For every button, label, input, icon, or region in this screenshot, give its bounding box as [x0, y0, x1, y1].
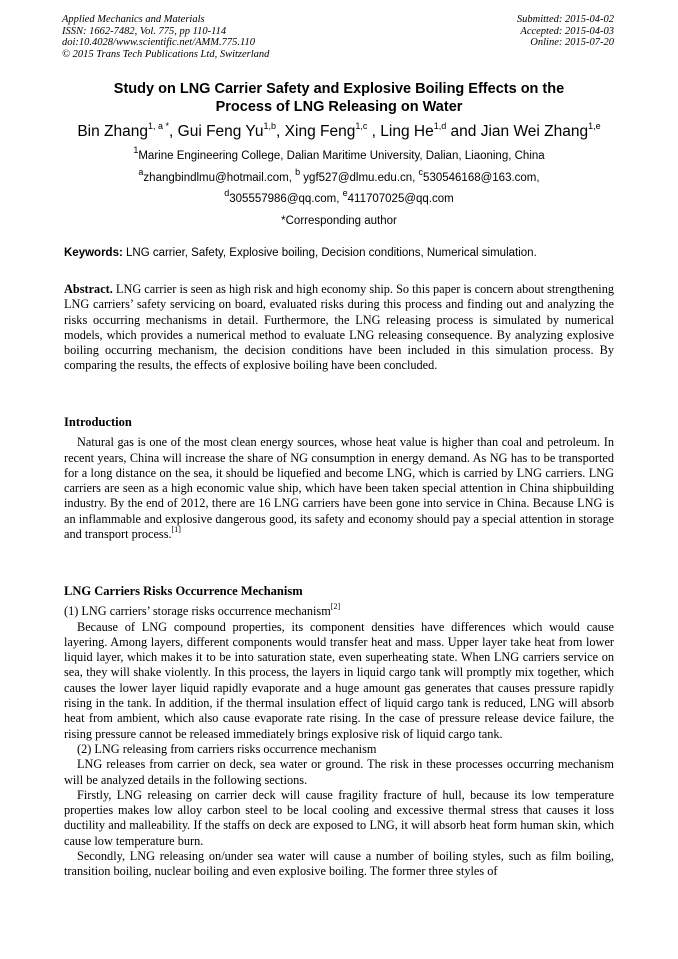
submitted-date: Submitted: 2015-04-02 — [516, 14, 614, 25]
title-line-2: Process of LNG Releasing on Water — [215, 99, 463, 115]
abstract — [64, 282, 614, 374]
copyright-line: © 2015 Trans Tech Publications Ltd, Switzerland — [62, 48, 270, 60]
journal-info — [62, 14, 269, 60]
paper-title — [60, 80, 618, 116]
author-name: Bin Zhang — [77, 123, 148, 140]
email-address[interactable]: 411707025@qq.com — [347, 193, 454, 205]
author-affiliation-mark: 1,e — [588, 120, 601, 131]
author-separator: , — [169, 123, 178, 140]
email-line-1 — [40, 167, 638, 185]
paragraph: Secondly, LNG releasing on/under sea water will cause a number of boiling styles, such as film boiling, transition boiling, nuclear boiling and even explosive boiling. The former three styles of — [64, 849, 614, 879]
section-heading: Introduction — [64, 415, 132, 429]
email-mark: c — [418, 167, 424, 178]
author-affiliation-mark: 1,c — [355, 120, 368, 131]
author-affiliation-mark: 1,d — [433, 120, 447, 131]
doi-line[interactable]: doi:10.4028/www.scientific.net/AMM.775.110 — [62, 37, 255, 49]
author-separator: , — [367, 123, 381, 140]
author-list — [40, 122, 638, 142]
author-name: Xing Feng — [284, 123, 356, 140]
subsection-title: (1) LNG carriers’ storage risks occurrence mechanism — [64, 604, 331, 619]
subsection-heading: (2) LNG releasing from carriers risks occurrence mechanism — [77, 741, 377, 756]
affiliation-mark: 1 — [133, 145, 139, 156]
email-mark: d — [224, 188, 230, 199]
email-mark: e — [342, 188, 348, 199]
affiliation-text: Marine Engineering College, Dalian Maritime University, Dalian, Liaoning, China — [138, 150, 545, 162]
email-address[interactable]: 305557986@qq.com, — [229, 193, 343, 205]
paragraph: Because of LNG compound properties, its component densities have differences which would cause layering. Among layers, different components would transfer heat and mass. Upper layer take heat from lower liquid layer, which makes it to be into saturation state, even superheating state. When LNG carriers service on sea, they will shake violently. In this process, the layers in liquid cargo tank will promptly mix together, which causes the lower layer liquid rapidly evaporate and a huge amount gas generates that causes pressure rapidly rising in the tank. In addition, if the thermal insulation effect of liquid cargo tank is reduced, LNG will absorb heat from ambient, which also cause evaporate rate rising. In the case of pressure release device failure, the rising pressure cannot be released immediately brings explosive risk of liquid cargo tank. — [64, 619, 614, 741]
email-address[interactable]: 530546168@163.com, — [423, 172, 540, 184]
author-name: Ling He — [380, 123, 434, 140]
keywords-label: Keywords: — [64, 247, 123, 259]
keywords-text: LNG carrier, Safety, Explosive boiling, Decision conditions, Numerical simulation. — [122, 247, 537, 259]
paragraph-text: Natural gas is one of the most clean energy sources, whose heat value is higher than coal and petroleum. In recent years, China will increase the share of NG consumption in energy demand. As NG has to be transported for a long distance on the sea, it should be liquefied and become LNG, which is carried by LNG carriers. LNG carriers are seen as a high economic value ship, which have been taken special attention in China shipbuilding industry. By the end of 2012, there are 16 LNG carriers have been gone into service in China. Because LNG is an inflammable and explosive dangerous good, its safety and economy should pay a special attention in storage and transport process. — [64, 435, 614, 542]
paragraph: Firstly, LNG releasing on carrier deck will cause fragility fracture of hull, because its low temperature properties makes low alloy carbon steel to be local cooling and excessive thermal stress that causes it loss ductility and malleability. If the staffs on deck are exposed to LNG, it will absorb heat form human skin, which cause low temperature burn. — [64, 787, 614, 848]
abstract-text: LNG carrier is seen as high risk and high economy ship. So this paper is concern about strengthening LNG carriers’ safety servicing on board, evaluated risks during this process and finding out and analyzing the risks occurring mechanisms in detail. Furthermore, the LNG releasing process is simulated by numerical models, which provides a numerical method to evaluate LNG releasing consequence. By analyzing explosive boiling occurring mechanism, the decision conditions have been included in this simulation process. By comparing the results, the effects of explosive boiling have been concluded. — [64, 282, 614, 373]
corresponding-note: *Corresponding author — [281, 215, 397, 227]
abstract-label: Abstract. — [64, 282, 113, 296]
author-name: Jian Wei Zhang — [480, 123, 589, 140]
journal-name: Applied Mechanics and Materials — [62, 14, 205, 25]
email-line-2 — [40, 188, 638, 206]
author-affiliation-mark: 1, a * — [148, 120, 170, 131]
affiliation — [40, 145, 638, 163]
keywords — [64, 246, 616, 260]
author-name: Gui Feng Yu — [177, 123, 264, 140]
issn-line: ISSN: 1662-7482, Vol. 775, pp 110-114 — [62, 25, 227, 37]
email-mark: b — [295, 167, 301, 178]
email-mark: a — [138, 167, 144, 178]
author-separator: , — [276, 123, 285, 140]
email-address[interactable]: zhangbindlmu@hotmail.com, — [143, 172, 296, 184]
email-address[interactable]: ygf527@dlmu.edu.cn, — [300, 172, 419, 184]
section-heading: LNG Carriers Risks Occurrence Mechanism — [64, 584, 303, 598]
author-separator: and — [446, 123, 481, 140]
title-line-1: Study on LNG Carrier Safety and Explosive Boiling Effects on the — [113, 81, 565, 97]
paragraph — [64, 435, 614, 542]
introduction-section — [64, 415, 614, 542]
accepted-date: Accepted: 2015-04-03 — [520, 25, 614, 37]
risk-mechanism-section — [64, 584, 614, 880]
online-date: Online: 2015-07-20 — [530, 37, 614, 49]
dates-info — [517, 14, 614, 49]
citation-link[interactable]: [1] — [171, 524, 181, 534]
citation-link[interactable]: [2] — [330, 602, 341, 612]
paragraph: LNG releases from carrier on deck, sea water or ground. The risk in these processes occurring mechanism will be analyzed details in the following sections. — [64, 757, 614, 787]
author-affiliation-mark: 1,b — [263, 120, 277, 131]
subsection-heading — [64, 604, 614, 619]
